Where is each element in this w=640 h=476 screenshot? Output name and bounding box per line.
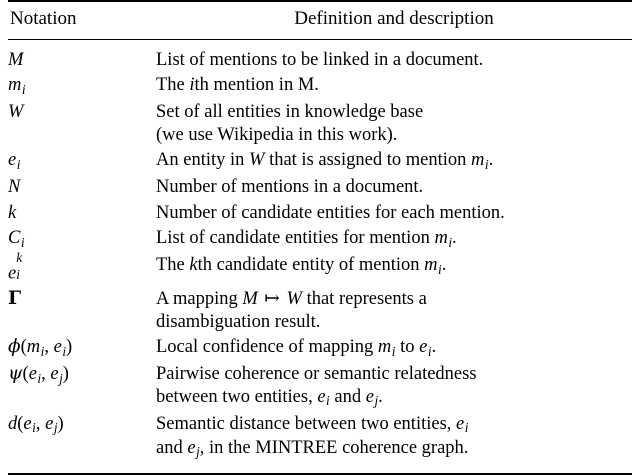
table-row	[8, 200, 632, 226]
table-row	[8, 335, 632, 362]
notation-description: Local confidence of mapping $m_i$ to $e_i$.	[156, 337, 437, 359]
table-row	[8, 73, 632, 100]
description-line-1: Set of all entities in knowledge base	[156, 102, 424, 123]
header-notation: Notation	[10, 8, 77, 29]
notation-symbol: $\phi(m_i$, $e_i$)	[8, 336, 73, 359]
table-bottom-spacer	[8, 462, 632, 471]
table-row	[8, 47, 632, 73]
notation-symbol: $d(e_i$, $e_j$)	[8, 413, 64, 436]
notation-symbol: $e_i$	[8, 150, 21, 172]
table-header-row	[8, 2, 632, 39]
notation-description	[156, 47, 632, 73]
notation-description: A mapping M ↦ W that represents a disambiguation result.	[156, 287, 632, 335]
notation-description	[156, 200, 632, 226]
table-row	[8, 175, 632, 201]
notation-symbol: Γ	[8, 288, 22, 310]
table-row	[8, 253, 632, 287]
description-line-1: Pairwise coherence or semantic relatedness	[156, 364, 477, 385]
notation-symbol: M	[8, 49, 24, 70]
notation-description: List of candidate entities for mention $m_i$.	[156, 228, 457, 250]
table-header	[8, 0, 632, 47]
notation-description	[156, 175, 632, 201]
notation-symbol: N	[8, 177, 21, 198]
description-line-1: List of mentions to be linked in a document.	[156, 49, 484, 70]
table-header-spacer	[8, 40, 632, 47]
description-line-2: disambiguation result.	[156, 311, 321, 332]
notation-description: The kth candidate entity of mention $m_i$.	[156, 255, 447, 277]
notation-symbol: k	[8, 202, 17, 223]
table-row	[8, 100, 632, 148]
notation-symbol: W	[8, 102, 24, 123]
description-line-2: (we use Wikipedia in this work).	[156, 124, 398, 145]
table-row	[8, 148, 632, 175]
notation-description: The ith mention in M.	[156, 75, 319, 96]
table-body	[8, 47, 632, 476]
notation-description: Pairwise coherence or semantic relatedness between two entities, $e_i$ and $e_j$.	[156, 364, 477, 409]
notation-symbol: $m_i$	[8, 75, 26, 97]
table-row	[8, 411, 632, 462]
notation-symbol: e k i	[8, 249, 23, 284]
header-definition: Definition and description	[294, 8, 494, 29]
notation-description: An entity in W that is assigned to mention $m_i$.	[156, 150, 494, 172]
notation-description	[156, 100, 632, 148]
notation-symbol: $\psi(e_i$, $e_j$)	[8, 363, 69, 386]
table-row	[8, 287, 632, 335]
description-line-1: Number of mentions in a document.	[156, 177, 424, 198]
table-bottom-rule	[8, 471, 632, 476]
table-row	[8, 226, 632, 253]
description-line-1: Number of candidate entities for each mention.	[156, 202, 505, 223]
notation-symbol: $C_i$	[8, 228, 25, 250]
notation-description: Semantic distance between two entities, $e_i$ and $e_j$, in the MINTREE coherence graph.	[156, 413, 469, 460]
notation-table	[8, 0, 632, 476]
table-row	[8, 362, 632, 412]
